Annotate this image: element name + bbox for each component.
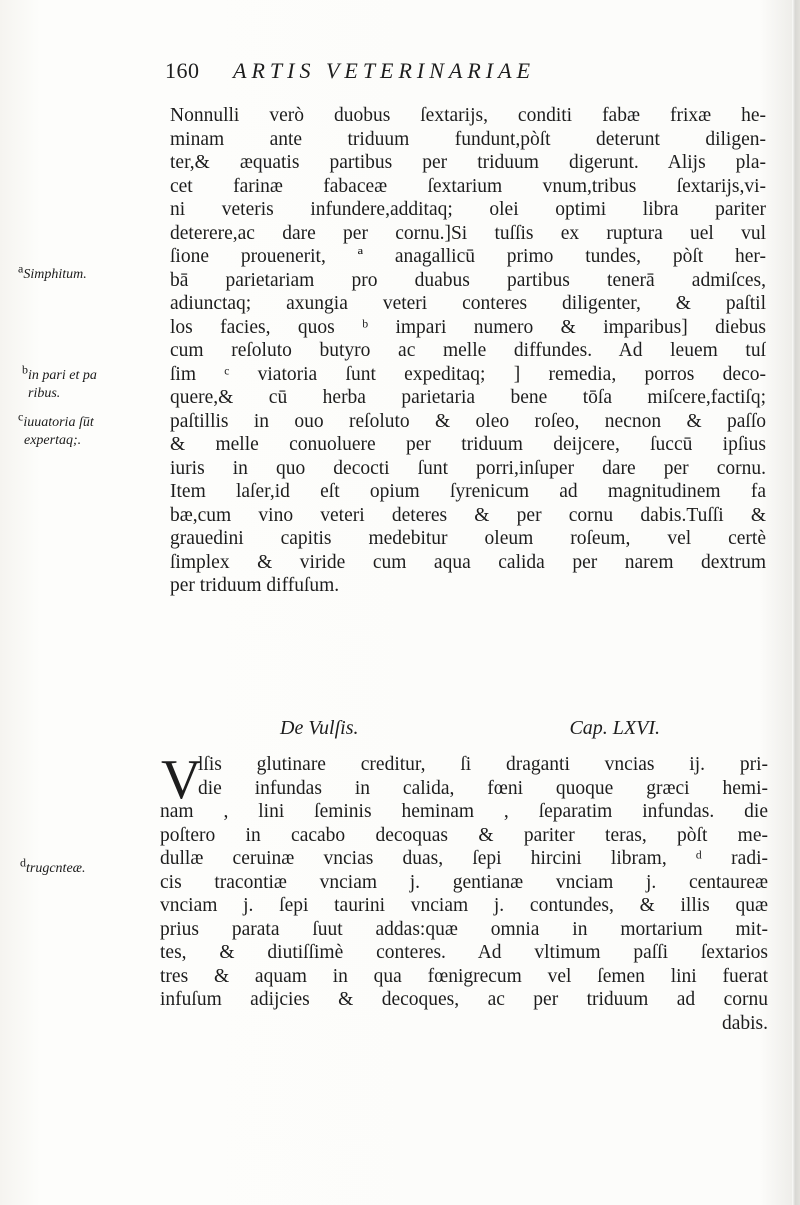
page-header [165, 58, 535, 84]
text-line: minam ante triduum fundunt,pòſt deterunt diligen- [170, 128, 766, 150]
page-edge-shadow [792, 0, 800, 1205]
text-line: & melle conuoluere per triduum deijcere, ſuccū ipſius [170, 434, 766, 455]
text-line: cum reſoluto butyro ac melle diffundes. Ad leuem tuſ [170, 340, 766, 361]
text-line: ſione prouenerit, ª anagallicū primo tundes, pòſt her- [170, 246, 766, 267]
text-line: per triduum diffuſum. [170, 575, 340, 596]
chapter-number: Cap. LXVI. [569, 717, 660, 739]
text-line: paſtillis in ouo reſoluto & oleo roſeo, necnon & paſſo [170, 410, 766, 432]
margin-note-b: bin pari et pa ribus. [22, 362, 97, 401]
text-line: Nonnulli verò duobus ſextarijs, conditi fabæ frixæ he- [170, 105, 766, 126]
text-line: poſtero in cacabo decoquas & pariter teras, pòſt me- [160, 824, 768, 846]
text-line: infuſum adijcies & decoques, ac per triduum ad cornu [160, 989, 768, 1010]
margin-note-d: dtrugcnteæ. [20, 855, 86, 876]
text-line: ni veteris infundere,additaq; olei optimi libra pariter [170, 199, 766, 220]
drop-cap: V [161, 749, 202, 811]
text-line: dullæ ceruinæ vncias duas, ſepi hircini libram, ᵈ radi- [160, 848, 768, 869]
text-line: deterere,ac dare per cornu.]Si tuſſis ex ruptura uel vul [170, 222, 766, 244]
text-line: bæ,cum vino veteri deteres & per cornu dabis.Tuſſi & [170, 504, 766, 526]
text-line: die infundas in calida, fœni quoque græci hemi- [198, 777, 768, 799]
text-line: quere,& cū herba parietaria bene tōſa miſcere,factiſq; [170, 387, 766, 408]
text-line: cis tracontiæ vnciam j. gentianæ vnciam j. centaureæ [160, 871, 768, 893]
text-line: prius parata ſuut addas:quæ omnia in mortarium mit- [160, 918, 768, 940]
paragraph-2 [160, 749, 768, 1035]
margin-note-c: ciuuatoria ſūt expertaq;. [18, 409, 94, 448]
text-line: iuris in quo decocti ſunt porri,inſuper dare per cornu. [170, 457, 766, 479]
text-line: cet farinæ fabaceæ ſextarium vnum,tribus ſextarijs,vi- [170, 175, 766, 197]
text-line: adiunctaq; axungia veteri conteres diligenter, & paſtil [170, 293, 766, 314]
text-line: ſim ᶜ viatoria ſunt expeditaq; ] remedia, porros deco- [170, 363, 766, 385]
text-line: grauedini capitis medebitur oleum roſeum, vel certè [170, 528, 766, 549]
chapter-heading [280, 717, 660, 740]
text-line: vnciam j. ſepi taurini vnciam j. contundes, & illis quæ [160, 895, 768, 916]
text-line: nam , lini ſeminis heminam , ſeparatim infundas. die [160, 801, 768, 822]
text-line: tres & aquam in qua fœnigrecum vel ſemen lini fuerat [160, 965, 768, 987]
text-line: los facies, quos ᵇ impari numero & imparibus] diebus [170, 316, 766, 338]
margin-note-a: aSimphitum. [18, 261, 87, 282]
text-line: ſimplex & viride cum aqua calida per narem dextrum [170, 551, 766, 573]
text-line: Item laſer,id eſt opium ſyrenicum ad magnitudinem fa [170, 481, 766, 502]
text-line: lſis glutinare creditur, ſi draganti vncias ij. pri- [198, 754, 768, 775]
text-line: dabis. [721, 1012, 768, 1034]
page-number: 160 [165, 58, 200, 83]
text-line: ter,& æquatis partibus per triduum digerunt. Alijs pla- [170, 152, 766, 173]
paragraph-1 [170, 104, 766, 598]
chapter-title: De Vulſis. [280, 717, 359, 739]
text-line: bā parietariam pro duabus partibus tenerā admiſces, [170, 269, 766, 291]
running-head: ARTIS VETERINARIAE [233, 58, 536, 83]
text-line: tes, & diutiſſimè conteres. Ad vltimum paſſi ſextarios [160, 942, 768, 963]
